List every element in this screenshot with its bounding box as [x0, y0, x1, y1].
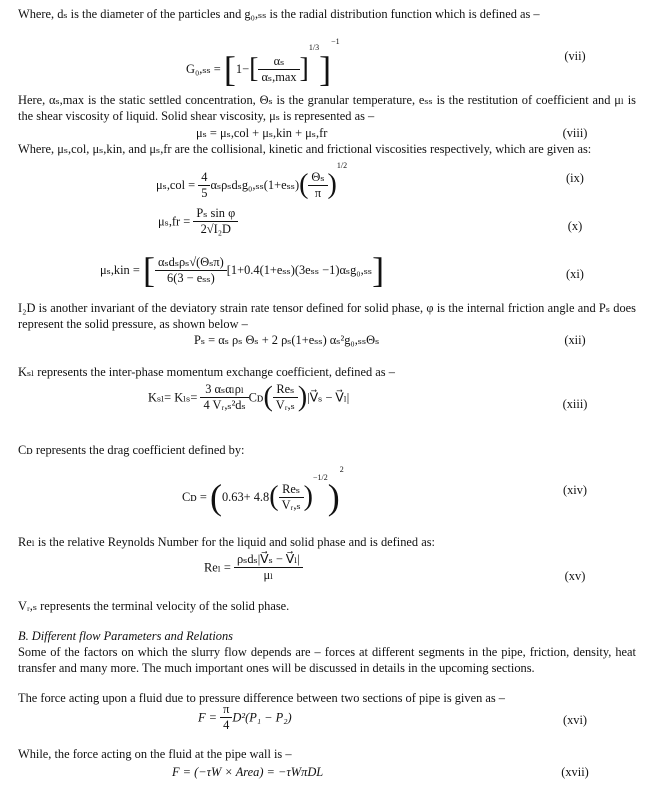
- eq15-lhs: Reₗ =: [204, 560, 231, 575]
- eq10-den: 2√I₂D: [200, 222, 231, 236]
- eq15-number: (xv): [564, 569, 586, 583]
- eq15-den: μₗ: [263, 568, 274, 582]
- equation-xvi: [198, 702, 292, 738]
- eq14-lhs: Cᴅ =: [182, 490, 207, 505]
- eq13-rden: Vᵣ,ₛ: [275, 398, 295, 412]
- eq15-num: ρₛdₛ|V⃗ₛ − V⃗ₗ|: [234, 552, 303, 568]
- paragraph-invariant: I₂D is another invariant of the deviatory strain rate tensor defined for solid phase, φ is the internal friction angle and Pₛ does represent the solid pressure, as shown below –: [18, 301, 636, 331]
- equation-x: [158, 206, 238, 244]
- eq7-bracket-open: [: [223, 49, 236, 90]
- eq7-fraction: [258, 54, 299, 85]
- eq7-den: αₛ,max: [261, 69, 297, 84]
- equation-viii: μₛ = μₛ,col + μₛ,kin + μₛ,fr: [196, 126, 328, 140]
- eq14-rden: Vᵣ,ₛ: [281, 497, 301, 512]
- paragraph-radial-distribution: Where, dₛ is the diameter of the particles and g₀,ₛₛ is the radial distribution function which is defined as –: [18, 7, 540, 21]
- eq7-exp-inner: 1/3: [308, 43, 320, 52]
- paragraph-collisional: Where, μₛ,col, μₛ,kin, and μₛ,fr are the collisional, kinetic and frictional viscosities respectively, which are given as:: [18, 142, 592, 156]
- eq7-lhs: G₀,ₛₛ =: [186, 62, 221, 77]
- eq14-exp-inner: −1/2: [312, 473, 328, 482]
- eq16-fraction: [220, 702, 232, 733]
- eq7-number: (vii): [564, 49, 586, 63]
- equation-vii: [186, 34, 340, 90]
- eq11-fraction: [155, 255, 227, 286]
- paragraph-reynolds: Reₗ is the relative Reynolds Number for the liquid and solid phase and is defined as:: [18, 535, 435, 549]
- eq15-fraction: [234, 552, 303, 583]
- eq13-number: (xiii): [562, 397, 588, 411]
- eq16-number: (xvi): [562, 713, 588, 727]
- eq9-fraction: [198, 170, 210, 201]
- eq14-paren-close: ): [327, 477, 340, 518]
- eq13-paren-open: (: [263, 381, 273, 413]
- eq14-inner-close: ): [303, 481, 313, 513]
- eq7-inner-open: [: [249, 53, 259, 85]
- equation-xiv: [182, 462, 344, 518]
- paragraph-momentum-exchange: Kₛₗ represents the inter-phase momentum exchange coefficient, defined as –: [18, 365, 395, 379]
- eq9-lhs: μₛ,col =: [156, 178, 196, 193]
- eq13-fraction: [200, 382, 248, 413]
- eq9-theta-fraction: [308, 170, 327, 201]
- eq7-one: 1−: [235, 62, 250, 77]
- equation-xii: Pₛ = αₛ ρₛ Θₛ + 2 ρₛ(1+eₛₛ) αₛ²g₀,ₛₛΘₛ: [194, 333, 380, 347]
- eq7-inner-close: ]: [299, 53, 309, 85]
- eq11-lhs: μₛ,kin =: [100, 263, 140, 277]
- eq9-body: αₛρₛdₛg₀,ₛₛ(1+eₛₛ): [210, 178, 300, 193]
- equation-xv: [204, 552, 303, 596]
- eq11-tail: [1+0.4(1+eₛₛ)(3eₛₛ −1)αₛg₀,ₛₛ: [226, 263, 373, 277]
- eq14-rnum: Reₛ: [279, 482, 304, 498]
- equation-xi: [100, 252, 384, 294]
- eq11-bracket-open: [: [142, 250, 155, 290]
- eq11-number: (xi): [566, 267, 584, 281]
- eq14-a: 0.63+ 4.8: [221, 490, 270, 505]
- paragraph-slurry-factors: Some of the factors on which the slurry flow depends are – forces at different segments in the pipe, friction, density, heat transfer and many more. The much important ones will be discussed in details in the upcoming sections.: [18, 645, 636, 675]
- eq11-den: 6(3 − eₛₛ): [167, 270, 215, 285]
- eq9-num: 4: [198, 170, 210, 186]
- eq12-number: (xii): [564, 333, 586, 347]
- eq13-lhs: Kₛₗ= Kₗₛ=: [148, 390, 198, 405]
- eq9-number: (ix): [566, 171, 584, 185]
- eq9-paren-close: ): [327, 169, 337, 201]
- eq16-den: 4: [223, 718, 230, 732]
- eq17-number: (xvii): [561, 765, 589, 779]
- equation-ix: [156, 158, 348, 201]
- eq9-den: 5: [201, 185, 208, 200]
- eq11-bracket-close: ]: [372, 250, 385, 290]
- eq9-exp: 1/2: [336, 161, 348, 170]
- equation-xvii: F = (−τW × Area) = −τWπDL: [172, 765, 324, 779]
- eq14-inner-open: (: [269, 481, 279, 513]
- paragraph-pressure-force: The force acting upon a fluid due to pressure difference between two sections of pipe is given as –: [18, 691, 505, 705]
- paragraph-terminal-velocity: Vᵣ,ₛ represents the terminal velocity of the solid phase.: [18, 599, 290, 613]
- equation-xiii: [148, 382, 349, 424]
- eq9-paren-open: (: [299, 169, 309, 201]
- eq10-lhs: μₛ,fr =: [158, 214, 191, 229]
- eq11-num: αₛdₛρₛ√(Θₛπ): [155, 255, 227, 271]
- eq9-fnum: Θₛ: [308, 170, 327, 186]
- eq13-den: 4 Vᵣ,ₛ²dₛ: [203, 398, 246, 412]
- eq13-tail: |V⃗ₛ − V⃗ₗ|: [307, 390, 350, 405]
- eq9-fden: π: [314, 185, 322, 200]
- eq14-paren-open: (: [209, 477, 222, 518]
- paragraph-wall-force: While, the force acting on the fluid at the pipe wall is –: [18, 747, 292, 761]
- eq14-fraction: [279, 482, 304, 513]
- eq16-lhs: F =: [198, 710, 218, 725]
- paragraph-drag: Cᴅ represents the drag coefficient defined by:: [18, 443, 245, 457]
- eq16-tail: D²(P₁ − P₂): [232, 710, 292, 725]
- eq10-fraction: [193, 206, 238, 237]
- eq13-paren-close: ): [297, 381, 308, 413]
- eq13-num: 3 αₛαₗρₗ: [200, 382, 248, 398]
- paragraph-viscosity: Here, αₛ,max is the static settled concentration, Θₛ is the granular temperature, eₛₛ is the restitution of coefficient and μₗ is the shear viscosity of liquid. Solid shear viscosity, μₛ is represented as –: [18, 93, 636, 123]
- section-heading: B. Different flow Parameters and Relations: [18, 629, 233, 643]
- eq7-num: αₛ: [258, 54, 299, 70]
- eq13-re-fraction: [273, 382, 298, 413]
- eq14-number: (xiv): [562, 483, 588, 497]
- eq10-num: Pₛ sin φ: [193, 206, 238, 222]
- eq7-bracket-close: ]: [319, 49, 332, 90]
- eq13-rnum: Reₛ: [273, 382, 298, 398]
- eq16-num: π: [220, 702, 232, 718]
- eq8-number: (viii): [562, 126, 588, 140]
- eq14-exp-outer: 2: [339, 465, 344, 474]
- eq13-cd: Cᴅ: [248, 390, 264, 405]
- eq10-number: (x): [567, 219, 583, 233]
- eq7-exp-outer: −1: [331, 37, 340, 46]
